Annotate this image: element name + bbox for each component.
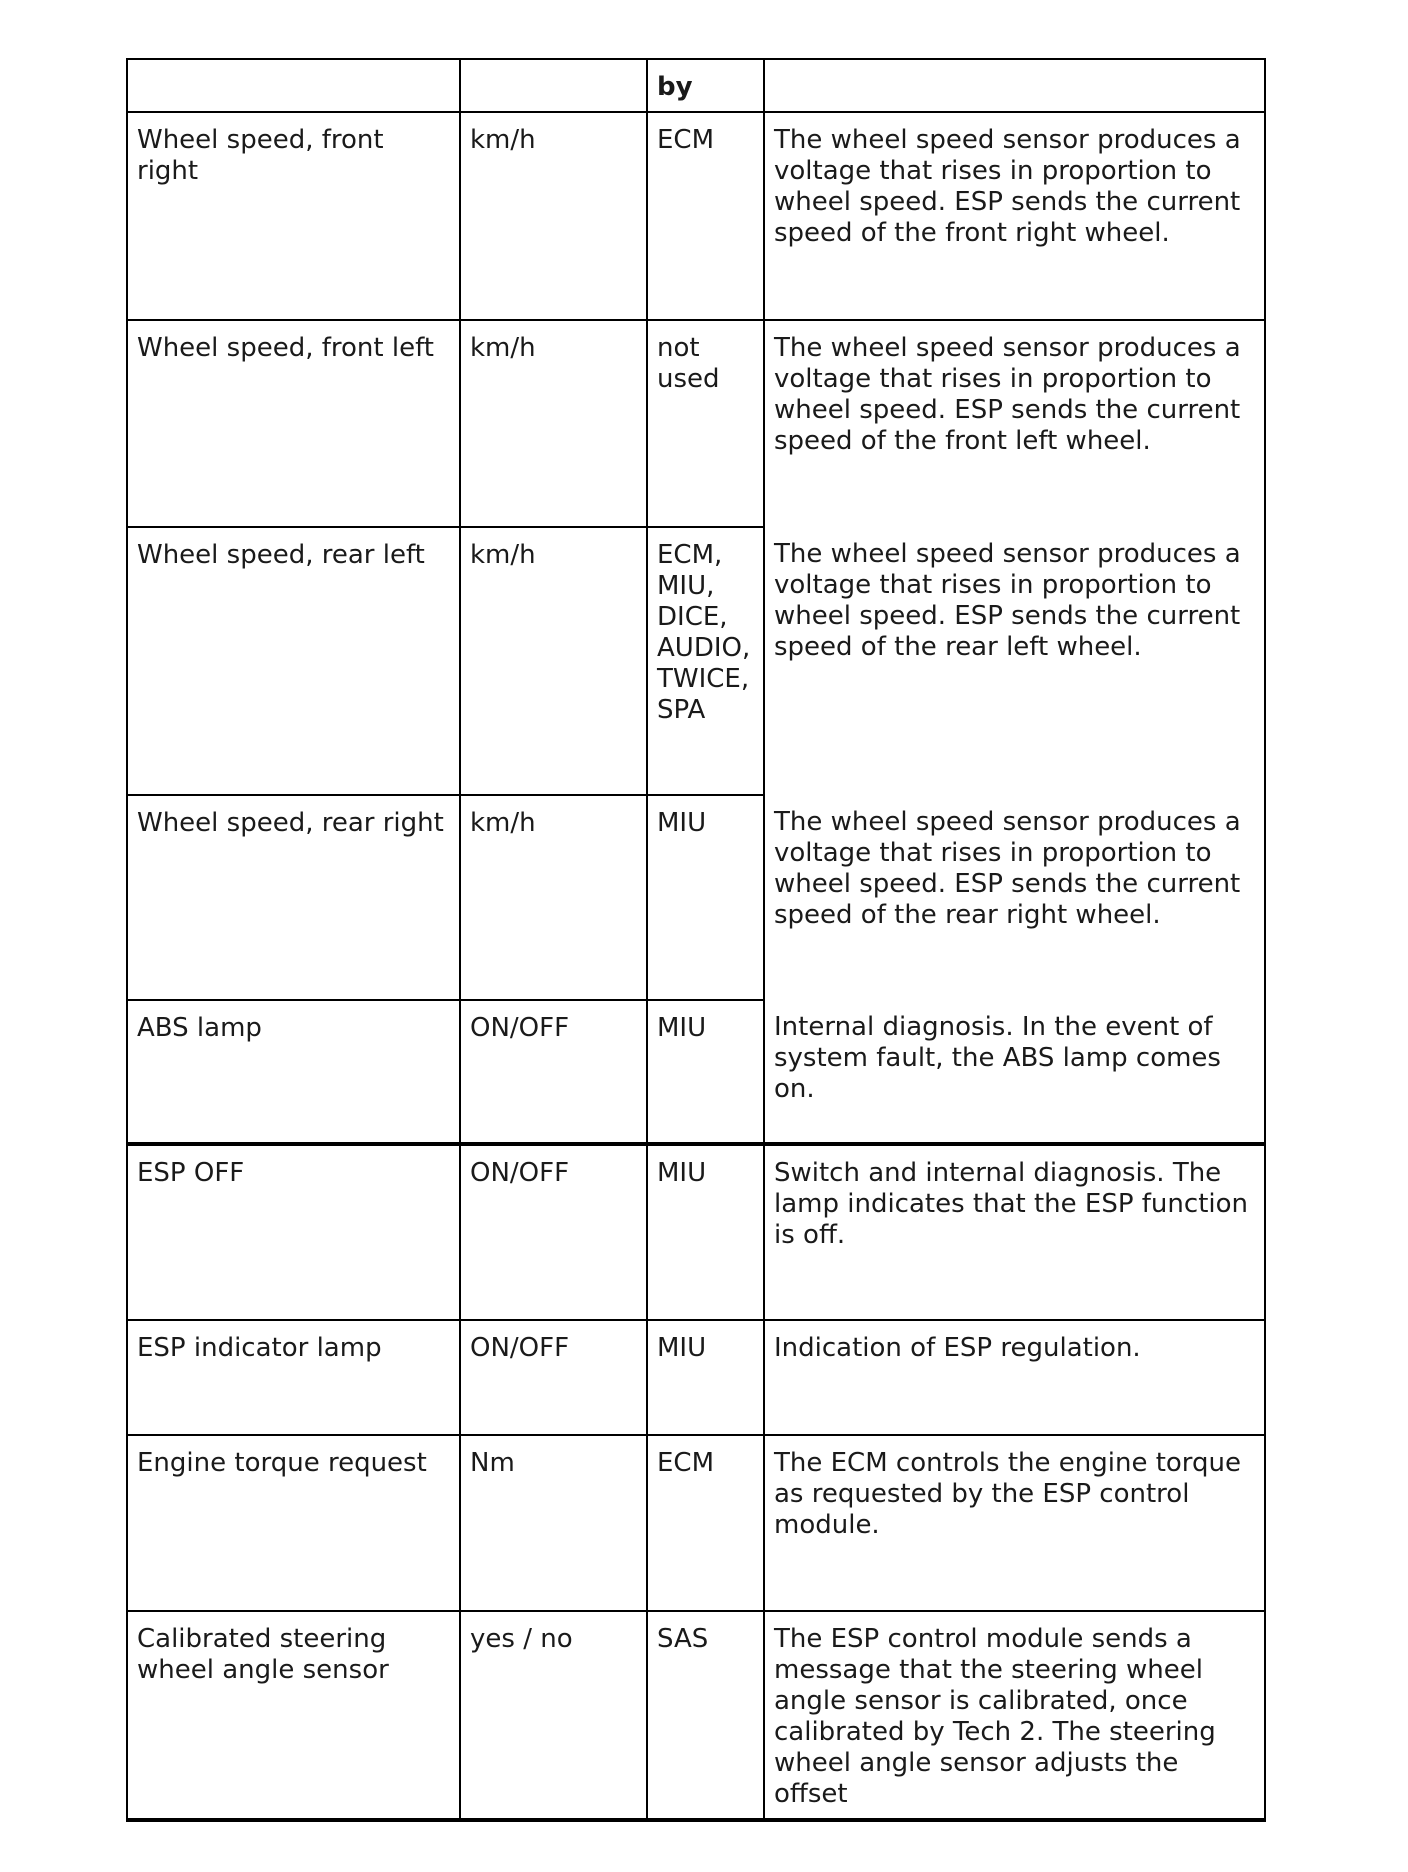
header-cell-signal: [127, 59, 460, 112]
signal-name: Engine torque request: [127, 1435, 460, 1611]
signal-unit: ON/OFF: [460, 1000, 647, 1144]
table-header-row: [127, 59, 1265, 112]
table-row: [127, 527, 1265, 795]
signal-unit: km/h: [460, 112, 647, 320]
signal-unit: ON/OFF: [460, 1144, 647, 1320]
signal-used-by: not used: [647, 320, 764, 527]
signal-name: Wheel speed, rear right: [127, 795, 460, 1000]
table-row: [127, 795, 1265, 1000]
signal-unit: km/h: [460, 795, 647, 1000]
table-row: [127, 1435, 1265, 1611]
signal-description: The ECM controls the engine torque as requested by the ESP control module.: [764, 1435, 1265, 1611]
table-row: [127, 112, 1265, 320]
signal-name: Wheel speed, rear left: [127, 527, 460, 795]
signal-description: The wheel speed sensor produces a voltage that rises in proportion to wheel speed. ESP sends the current speed of the front left wheel.: [764, 320, 1265, 527]
header-cell-by: by: [647, 59, 764, 112]
signal-unit: km/h: [460, 527, 647, 795]
header-cell-unit: [460, 59, 647, 112]
signal-description: The wheel speed sensor produces a voltage that rises in proportion to wheel speed. ESP sends the current speed of the rear right wheel.: [764, 795, 1265, 1000]
header-cell-description: [764, 59, 1265, 112]
signal-name: ESP indicator lamp: [127, 1320, 460, 1435]
signal-description: Indication of ESP regulation.: [764, 1320, 1265, 1435]
signal-description: The wheel speed sensor produces a voltage that rises in proportion to wheel speed. ESP sends the current speed of the front right wheel.: [764, 112, 1265, 320]
signal-description: The ESP control module sends a message that the steering wheel angle sensor is calibrated, once calibrated by Tech 2. The steering wheel angle sensor adjusts the offset: [764, 1611, 1265, 1820]
signal-used-by: MIU: [647, 1144, 764, 1320]
signal-used-by: ECM: [647, 1435, 764, 1611]
signal-name: Wheel speed, front right: [127, 112, 460, 320]
signal-unit: Nm: [460, 1435, 647, 1611]
signal-used-by: SAS: [647, 1611, 764, 1820]
table-row: [127, 320, 1265, 527]
signal-used-by: MIU: [647, 795, 764, 1000]
signal-used-by: ECM, MIU, DICE, AUDIO, TWICE, SPA: [647, 527, 764, 795]
signal-used-by: ECM: [647, 112, 764, 320]
signal-name: ESP OFF: [127, 1144, 460, 1320]
table-row: [127, 1611, 1265, 1820]
signal-used-by: MIU: [647, 1320, 764, 1435]
signal-used-by: MIU: [647, 1000, 764, 1144]
signal-unit: km/h: [460, 320, 647, 527]
signal-unit: ON/OFF: [460, 1320, 647, 1435]
signal-description: Switch and internal diagnosis. The lamp indicates that the ESP function is off.: [764, 1144, 1265, 1320]
signal-unit: yes / no: [460, 1611, 647, 1820]
signal-name: Wheel speed, front left: [127, 320, 460, 527]
table-row: [127, 1000, 1265, 1144]
signal-name: Calibrated steering wheel angle sensor: [127, 1611, 460, 1820]
signal-table: [126, 58, 1266, 1822]
signal-description: Internal diagnosis. In the event of system fault, the ABS lamp comes on.: [764, 1000, 1265, 1144]
signal-name: ABS lamp: [127, 1000, 460, 1144]
table-row: [127, 1320, 1265, 1435]
table-row: [127, 1144, 1265, 1320]
signal-description: The wheel speed sensor produces a voltage that rises in proportion to wheel speed. ESP sends the current speed of the rear left wheel.: [764, 527, 1265, 795]
